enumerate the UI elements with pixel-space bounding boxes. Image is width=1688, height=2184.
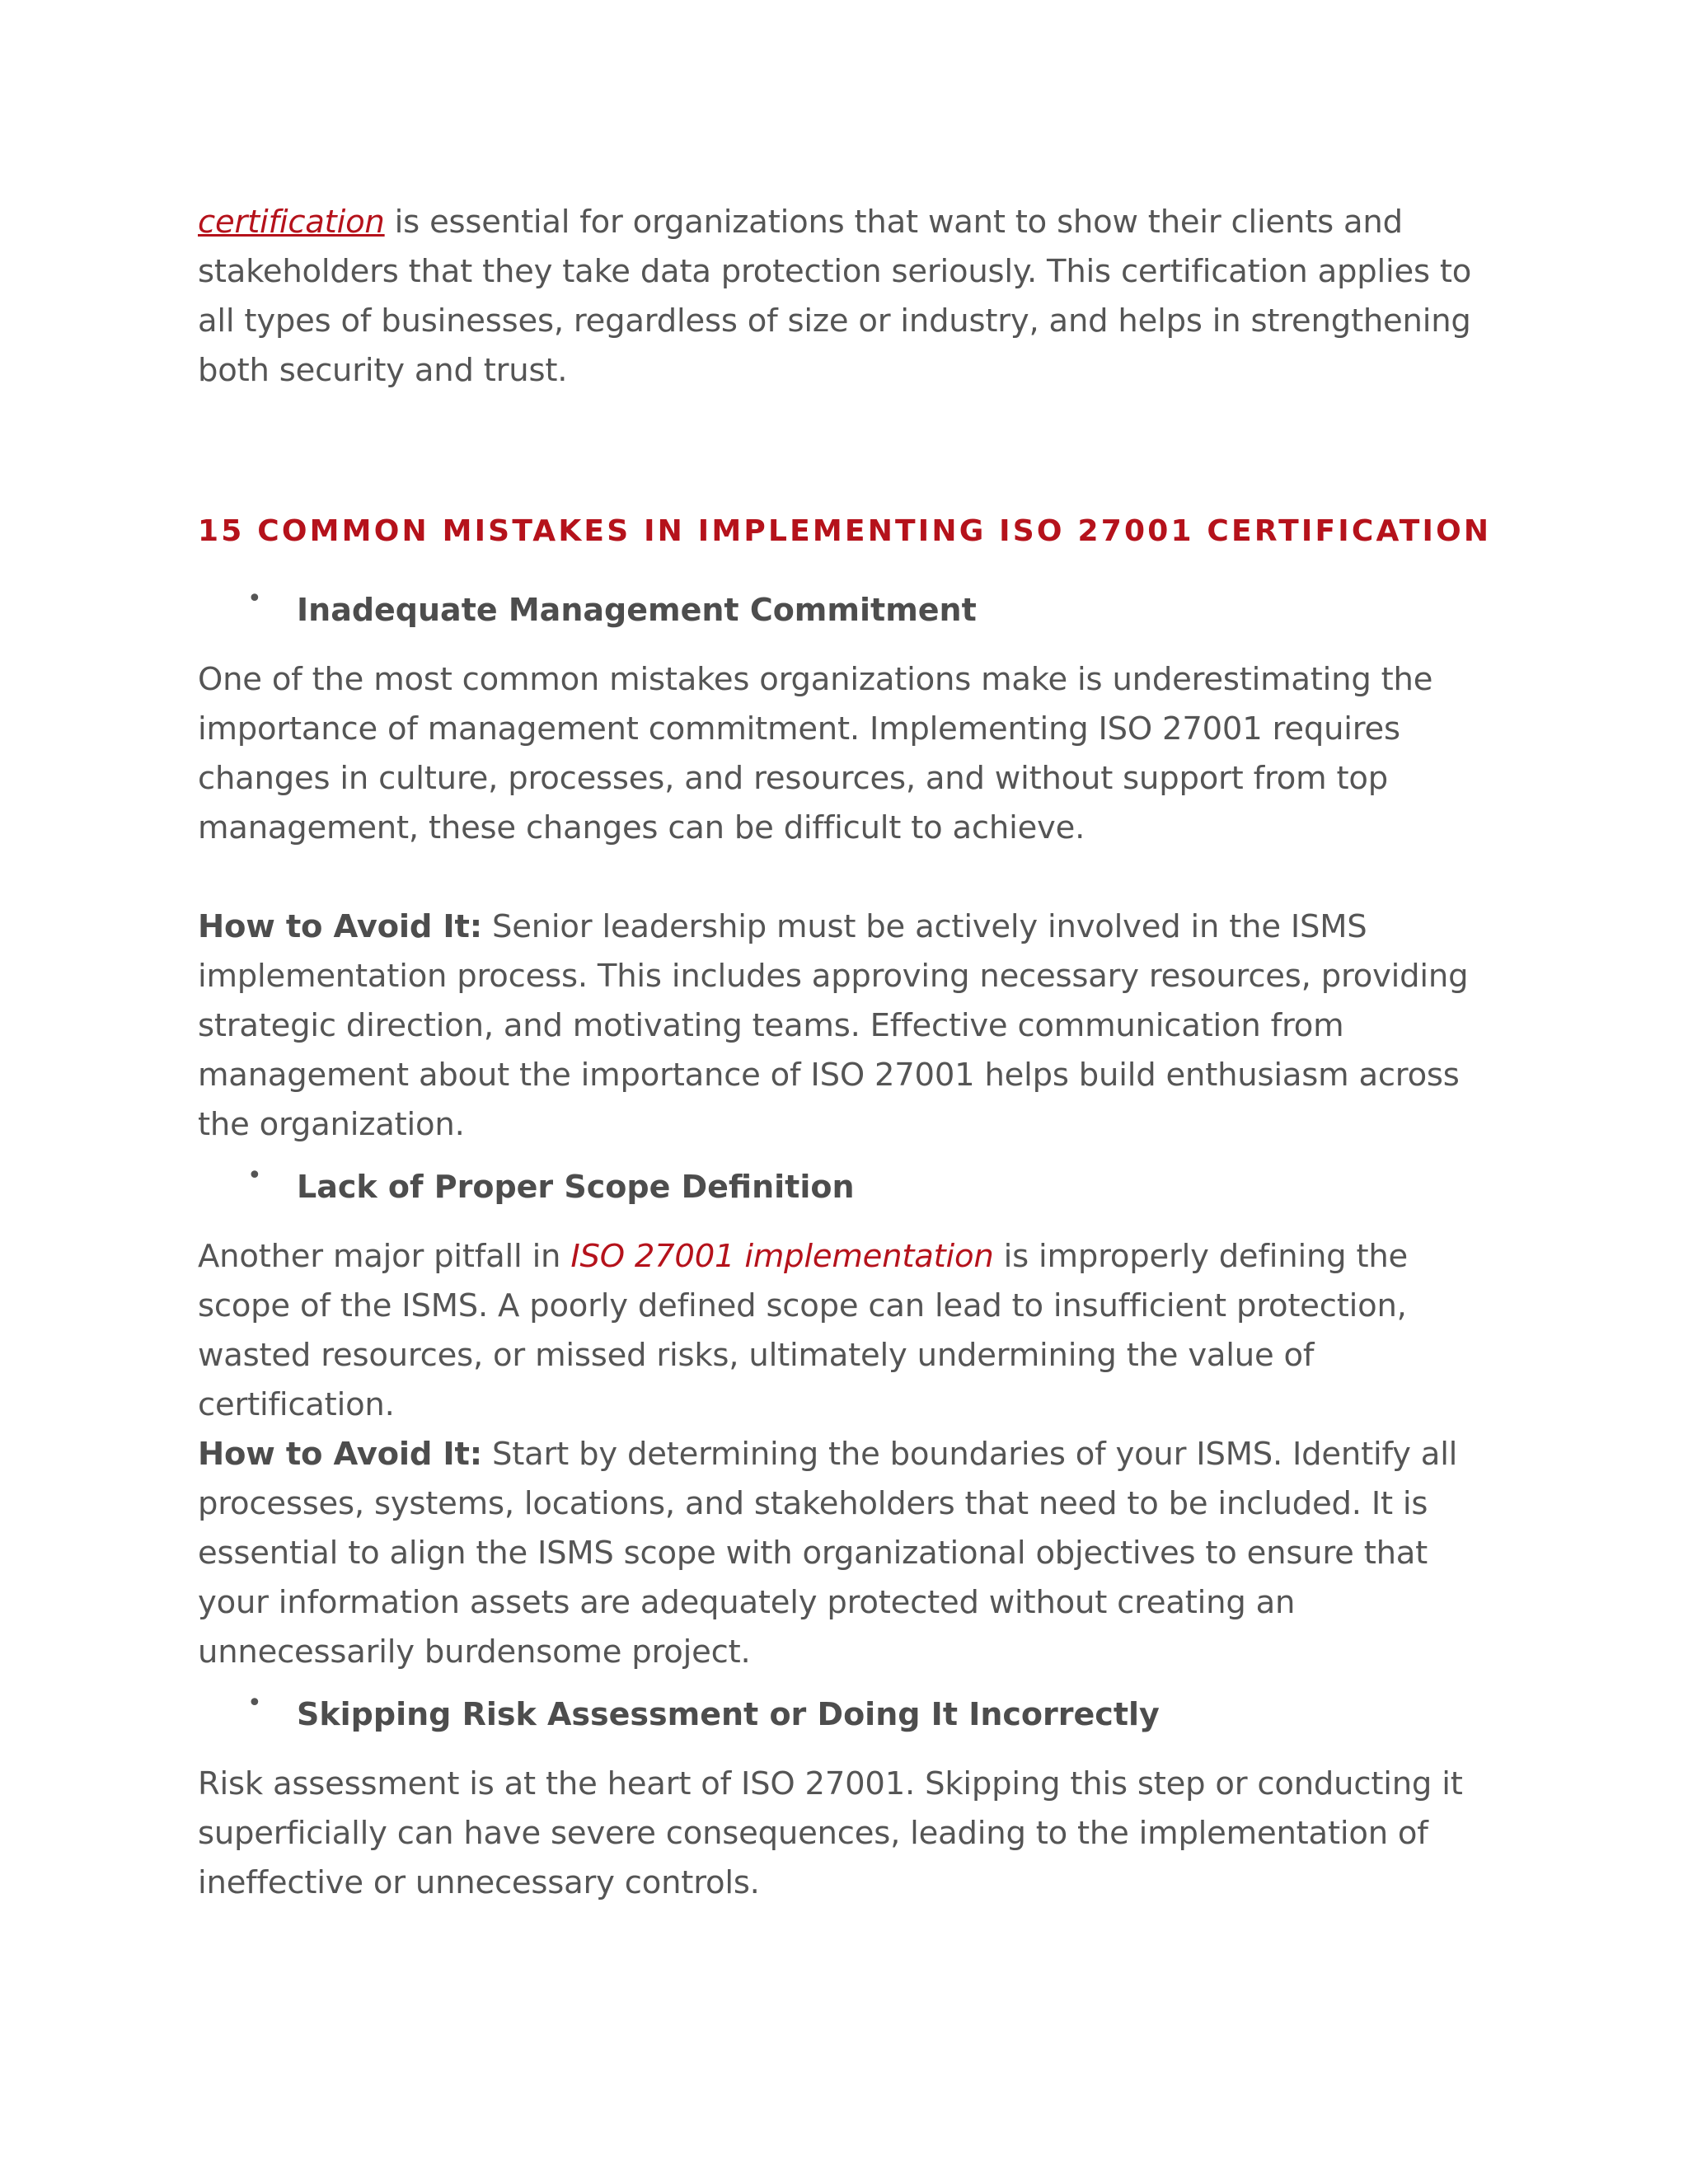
description-text: Another major pitfall in <box>198 1238 571 1275</box>
bullet-icon: • <box>247 584 262 613</box>
intro-text: is essential for organizations that want to show their clients and stakeholders that they take data protection seriously. This certification applies to all types of businesses, regardless of size or industry, and helps in strengthening both security and trust. <box>198 204 1472 389</box>
bullet-icon: • <box>247 1161 262 1190</box>
mistake-description: Risk assessment is at the heart of ISO 27001. Skipping this step or conducting it superficially can have severe consequences, leading to the implementation of ineffective or unnecessary controls. <box>198 1765 1463 1901</box>
section-heading: 15 COMMON MISTAKES IN IMPLEMENTING ISO 27001 CERTIFICATION <box>198 514 1492 548</box>
how-to-avoid-label: How to Avoid It: <box>198 1436 482 1473</box>
how-to-avoid-text: Start by determining the boundaries of your ISMS. Identify all processes, systems, locations, and stakeholders that need to be included. It is essential to align the ISMS scope with organizational objectives to ensure that your information assets are adequately protected without creating an unnecessarily burdensome project. <box>198 1436 1458 1671</box>
list-item <box>198 1162 1500 1212</box>
mistake-title: Lack of Proper Scope Definition <box>297 1169 855 1205</box>
mistake-description: One of the most common mistakes organizations make is underestimating the importance of management commitment. Implementing ISO 27001 requires changes in culture, processes, and resources, and without support from top management, these changes can be difficult to achieve. <box>198 661 1433 846</box>
bullet-icon: • <box>247 1689 262 1718</box>
how-to-avoid-label: How to Avoid It: <box>198 908 482 945</box>
mistake-description <box>198 1232 1500 1430</box>
mistake-title: Inadequate Management Commitment <box>297 592 977 628</box>
how-to-avoid-text: Senior leadership must be actively involved in the ISMS implementation process. This includes approving necessary resources, providing strategic direction, and motivating teams. Effective communication from management about the importance of ISO 27001 helps build enthusiasm across the organization. <box>198 908 1469 1143</box>
certification-link[interactable]: certification <box>198 204 385 241</box>
list-item <box>198 585 1500 635</box>
description-text: is improperly defining the scope of the ISMS. A poorly defined scope can lead to insufficient protection, wasted resources, or missed risks, ultimately undermining the value of certification. <box>198 1238 1409 1423</box>
intro-paragraph <box>198 198 1500 396</box>
list-item <box>198 1690 1500 1739</box>
iso-27001-implementation-link[interactable]: ISO 27001 implementation <box>570 1238 994 1275</box>
mistake-title: Skipping Risk Assessment or Doing It Incorrectly <box>297 1696 1160 1732</box>
how-to-avoid-paragraph <box>198 902 1500 1150</box>
how-to-avoid-paragraph <box>198 1430 1500 1677</box>
